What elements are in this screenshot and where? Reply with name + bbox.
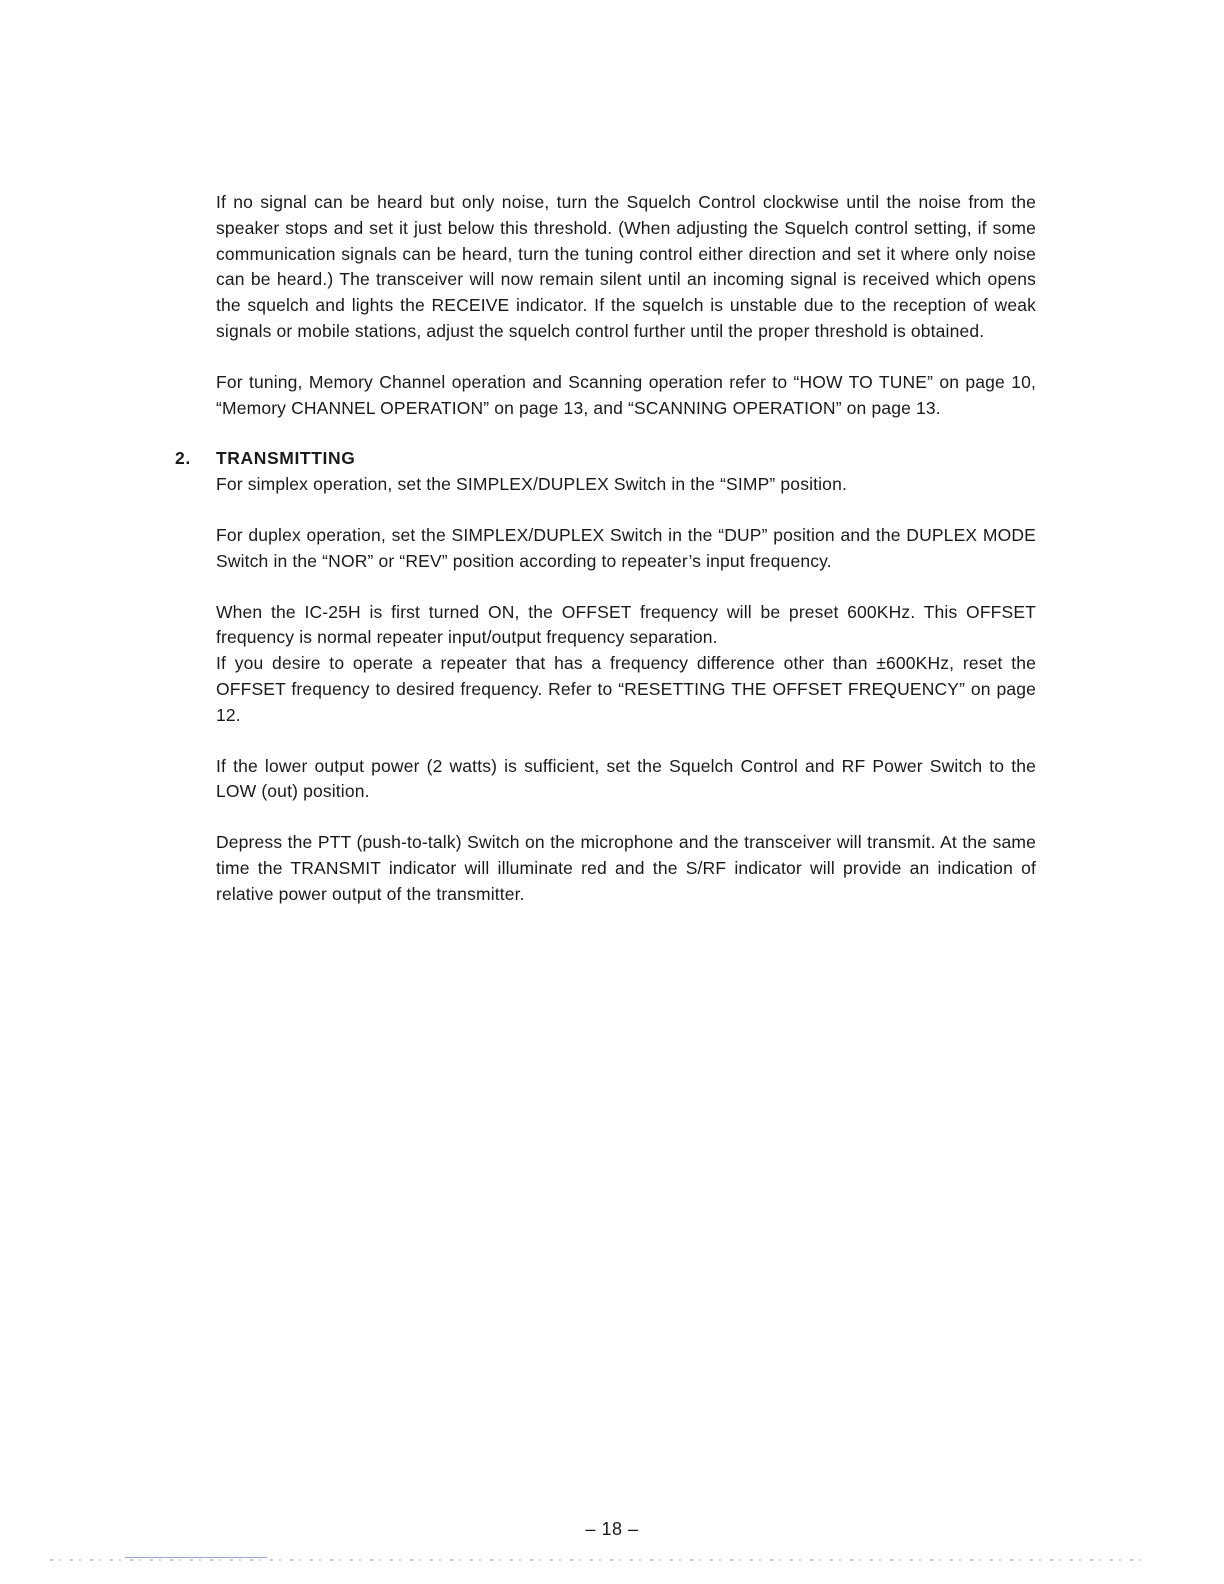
section-title: TRANSMITTING	[216, 448, 356, 469]
offset-reset-paragraph: If you desire to operate a repeater that has a frequency difference other than ±600KHz, reset the OFFSET frequency to desired frequency. Refer to “RESETTING THE OFFSET FREQUENCY” on page 12.	[216, 653, 1036, 725]
paragraph-gap	[216, 729, 1036, 754]
simplex-paragraph: For simplex operation, set the SIMPLEX/DUPLEX Switch in the “SIMP” position.	[216, 474, 847, 495]
paragraph-gap	[216, 345, 1036, 370]
low-power-paragraph: If the lower output power (2 watts) is sufficient, set the Squelch Control and RF Power Switch to the LOW (out) position.	[216, 755, 1036, 802]
scan-artifact-bar	[125, 1557, 267, 1558]
tuning-reference-paragraph: For tuning, Memory Channel operation and Scanning operation refer to “HOW TO TUNE” on page 10, “Memory CHANNEL OPERATION” on page 13, and “SCANNING OPERATION” on page 13.	[216, 371, 1036, 418]
scan-artifact-strip	[50, 1559, 1150, 1561]
paragraph-gap	[216, 575, 1036, 600]
page-body	[175, 190, 1036, 908]
squelch-paragraph: If no signal can be heard but only noise, turn the Squelch Control clockwise until the noise from the speaker stops and set it just below this threshold. (When adjusting the Squelch control setting, if some communication signals can be heard, turn the tuning control either direction and set it where only noise can be heard.) The transceiver will now remain silent until an incoming signal is received which opens the squelch and lights the RECEIVE indicator. If the squelch is unstable due to the reception of weak signals or mobile stations, adjust the squelch control further until the proper threshold is obtained.	[216, 192, 1036, 341]
paragraph-gap	[216, 805, 1036, 830]
section-number: 2.	[175, 448, 191, 469]
offset-preset-paragraph: When the IC-25H is first turned ON, the OFFSET frequency will be preset 600KHz. This OFFSET frequency is normal repeater input/output frequency separation.	[216, 601, 1036, 648]
page-number: – 18 –	[585, 1519, 639, 1539]
paragraph-gap	[216, 498, 1036, 523]
section-heading	[175, 446, 1036, 472]
duplex-paragraph: For duplex operation, set the SIMPLEX/DUPLEX Switch in the “DUP” position and the DUPLEX MODE Switch in the “NOR” or “REV” position according to repeater’s input frequency.	[216, 524, 1036, 571]
ptt-paragraph: Depress the PTT (push-to-talk) Switch on the microphone and the transceiver will transmit. At the same time the TRANSMIT indicator will illuminate red and the S/RF indicator will provide an indication of relative power output of the transmitter.	[216, 832, 1036, 904]
paragraph-gap	[216, 421, 1036, 446]
